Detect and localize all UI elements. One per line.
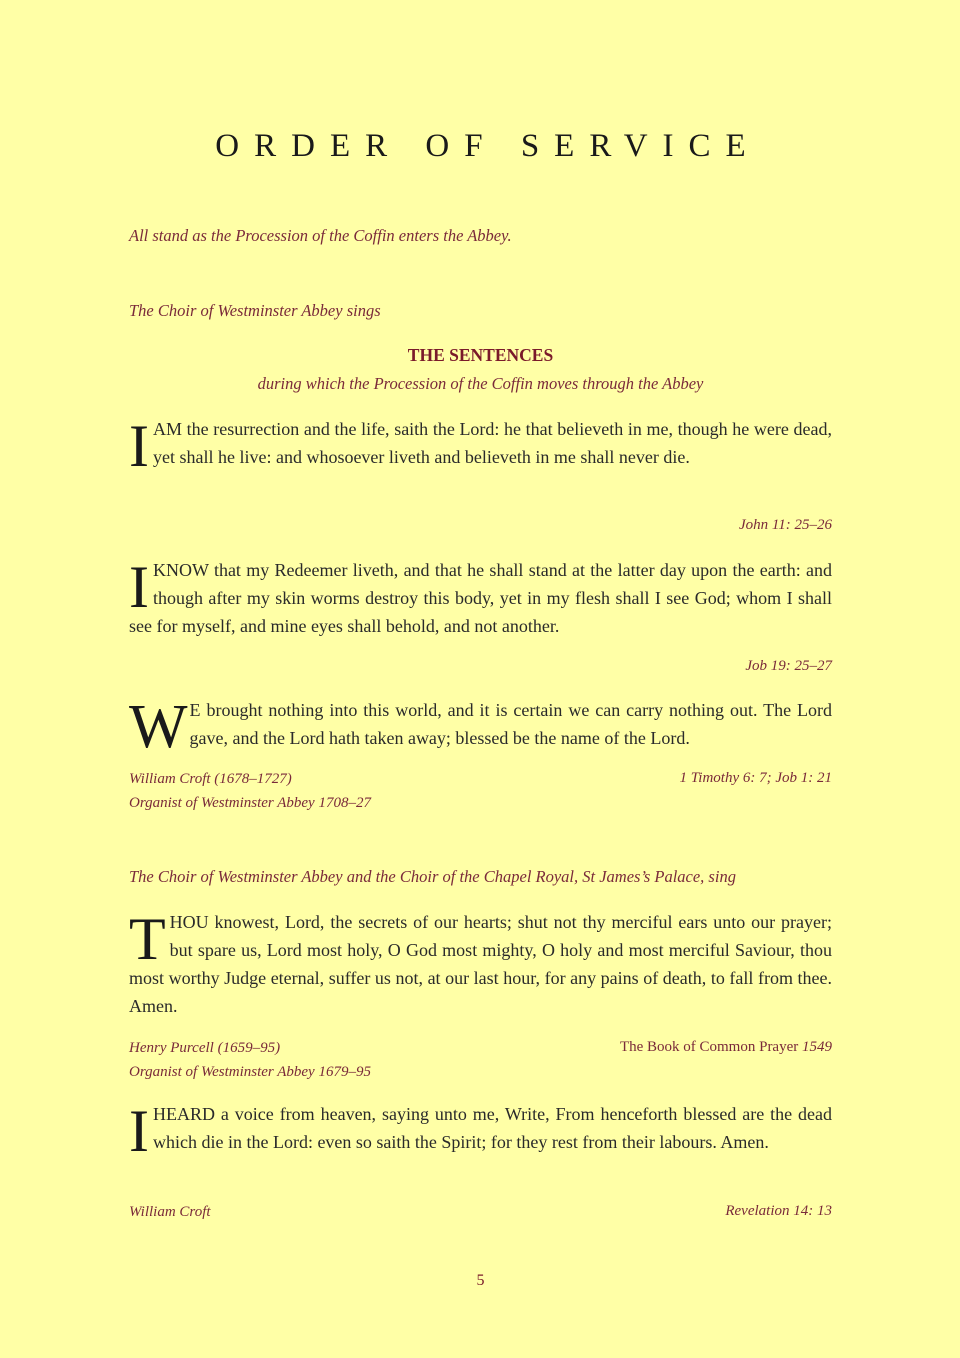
scripture-reference: Job 19: 25–27 — [745, 658, 832, 674]
page-number: 5 — [476, 1272, 485, 1289]
anthem-text: HEARD a voice from heaven, saying unto me, Write, From henceforth blessed are the dead which die in the Lord: even so saith the Spirit; for they rest from their labours. Amen. — [152, 1104, 832, 1152]
anthem-text: HOU knowest, Lord, the secrets of our hearts; shut not thy merciful ears unto our prayer; but spare us, Lord most holy, O God most mighty, O holy and most merciful Saviour, thou most worthy Judge eternal, suffer us not, at our last hour, for any pains of death, to fall from thee. Amen. — [129, 912, 832, 1016]
drop-cap: I — [129, 1098, 149, 1164]
verse-redeemer — [129, 556, 832, 640]
source-year: 1549 — [802, 1039, 832, 1055]
verse-text: E brought nothing into this world, and it is certain we can carry nothing out. The Lord gave, and the Lord hath taken away; blessed be the name of the Lord. — [189, 700, 832, 748]
source-reference — [620, 1039, 832, 1056]
rubric-procession: All stand as the Procession of the Coffin enters the Abbey. — [129, 226, 512, 245]
anthem-thou-knowest — [129, 908, 832, 1020]
composer-credit: William Croft — [129, 1204, 211, 1220]
rubric-choirs-combined: The Choir of Westminster Abbey and the Choir of the Chapel Royal, St James’s Palace, sing — [129, 867, 736, 886]
drop-cap: T — [129, 906, 166, 972]
drop-cap: W — [129, 693, 188, 761]
composer-credit: Henry Purcell (1659–95) — [129, 1040, 281, 1056]
drop-cap: I — [129, 554, 149, 620]
verse-text: AM the resurrection and the life, saith the Lord: he that believeth in me, though he were dead, yet shall he live: and whosoever liveth and believeth in me shall never die. — [152, 419, 832, 467]
verse-resurrection — [129, 413, 832, 479]
section-subheading-sentences: during which the Procession of the Coffin moves through the Abbey — [257, 374, 704, 393]
verse-brought-nothing — [129, 693, 832, 761]
composer-credit: William Croft (1678–1727) — [129, 771, 292, 787]
anthem-i-heard — [129, 1098, 832, 1164]
composer-note: Organist of Westminster Abbey 1679–95 — [129, 1064, 371, 1080]
scripture-reference: Revelation 14: 13 — [725, 1203, 832, 1219]
composer-note: Organist of Westminster Abbey 1708–27 — [129, 795, 371, 811]
document-page — [129, 0, 832, 1358]
rubric-choir-abbey: The Choir of Westminster Abbey sings — [129, 301, 381, 320]
scripture-reference: John 11: 25–26 — [738, 517, 832, 533]
source-title: The Book of Common Prayer — [619, 1039, 799, 1055]
section-heading-sentences: THE SENTENCES — [407, 345, 554, 365]
page-title: ORDER OF SERVICE — [215, 128, 761, 164]
verse-text: KNOW that my Redeemer liveth, and that he shall stand at the latter day upon the earth: and though after my skin worms destroy this body, yet in my flesh shall I see God; whom I shall see for myself, and mine eyes shall behold, and not another. — [129, 560, 832, 636]
drop-cap: I — [129, 413, 149, 479]
scripture-reference: 1 Timothy 6: 7; Job 1: 21 — [679, 770, 832, 786]
